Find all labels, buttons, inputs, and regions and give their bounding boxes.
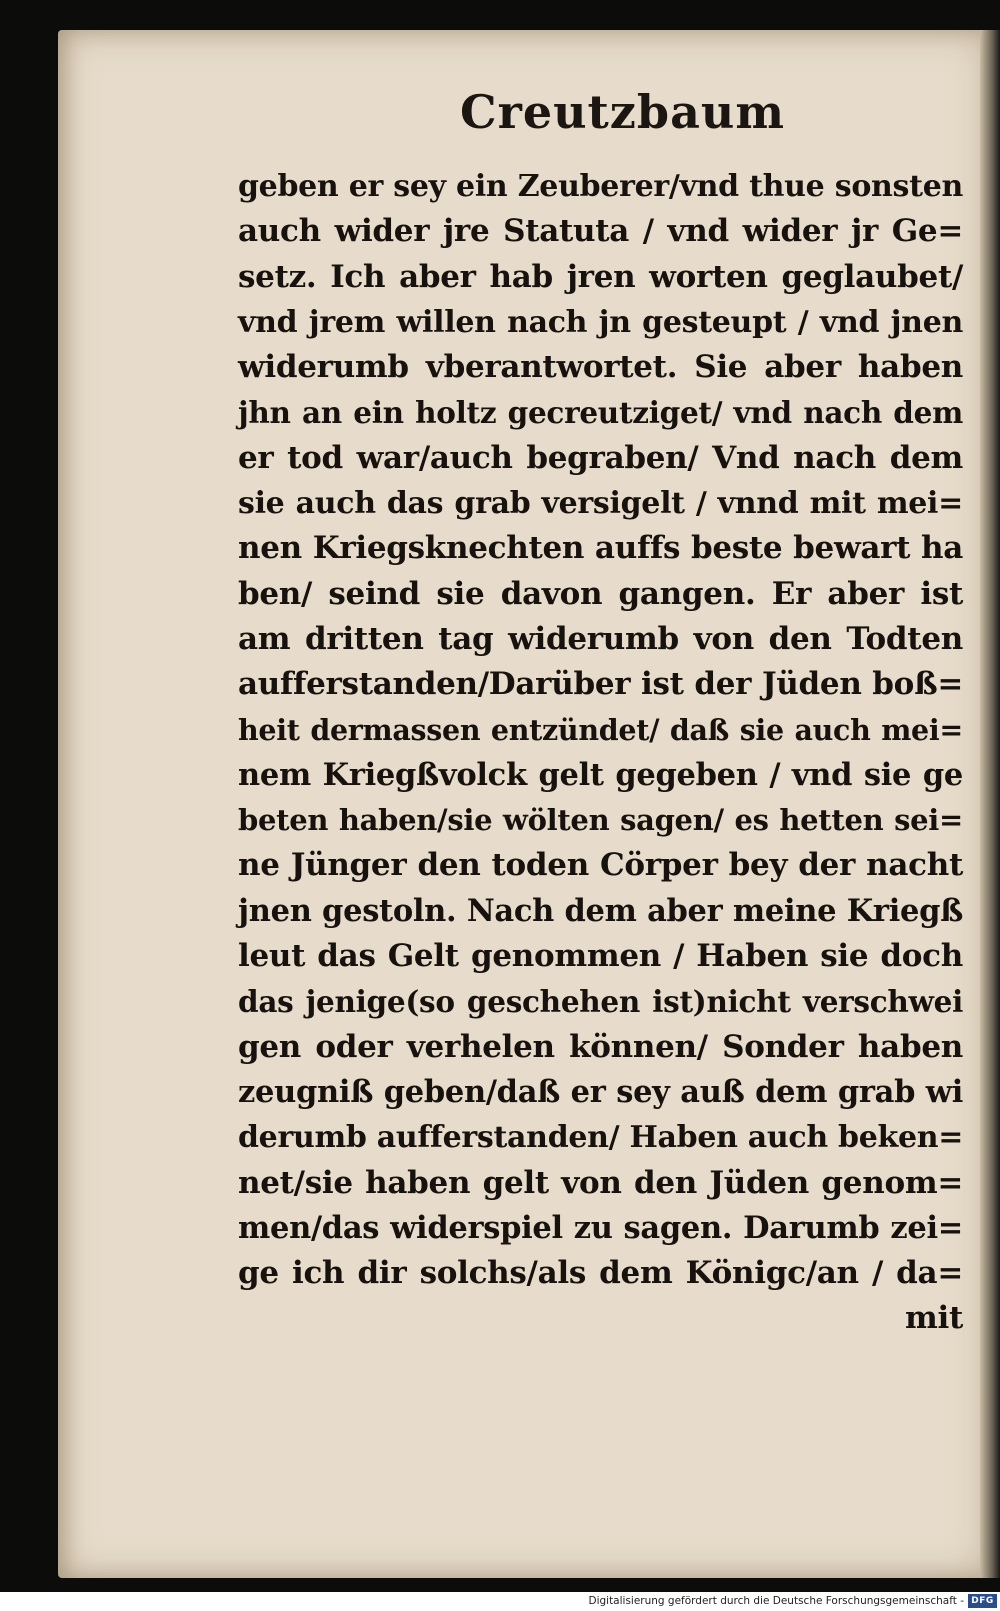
text-line-21: zeugniß geben/daß er sey auß dem grab wi <box>238 1073 963 1110</box>
text-line-4: vnd jrem willen nach jn gesteupt / vnd jnen <box>238 304 963 340</box>
text-line-19: das jenige(so geschehen ist)nicht verschwei <box>238 984 963 1020</box>
page-edge <box>980 30 1000 1578</box>
text-line-2: auch wider jre Statuta / vnd wider jr Ge= <box>238 213 963 250</box>
text-line-22: derumb aufferstanden/ Haben auch beken= <box>238 1120 964 1156</box>
text-line-20: gen oder verhelen können/ Sonder haben <box>238 1028 963 1065</box>
running-head: Creutzbaum <box>460 85 786 139</box>
text-line-13: heit dermassen entzündet/ daß sie auch mei= <box>238 712 963 747</box>
text-line-11: am dritten tag widerumb von den Todten <box>238 620 963 657</box>
text-line-12: aufferstanden/Darüber ist der Jüden boß= <box>238 666 963 703</box>
text-line-6: jhn an ein holtz gecreutziget/ vnd nach dem <box>238 395 963 431</box>
text-line-7: er tod war/auch begraben/ Vnd nach dem <box>238 439 963 476</box>
dfg-logo-icon: DFG <box>968 1594 997 1608</box>
text-line-25: ge ich dir solchs/als dem Königc/an / da= <box>238 1255 963 1292</box>
text-line-1: geben er sey ein Zeuberer/vnd thue sonsten <box>238 169 963 204</box>
text-line-9: nen Kriegsknechten auffs beste bewart ha <box>238 530 963 567</box>
text-line-5: widerumb vberantwortet. Sie aber haben <box>238 349 963 386</box>
catchword: mit <box>905 1300 963 1337</box>
text-line-14: nem Kriegßvolck gelt gegeben / vnd sie ge <box>238 756 963 793</box>
text-line-16: ne Jünger den toden Cörper bey der nacht <box>238 847 963 884</box>
text-block <box>238 164 963 1342</box>
text-line-8: sie auch das grab versigelt / vnnd mit mei= <box>238 486 963 522</box>
text-line-3: setz. Ich aber hab jren worten geglaubet/ <box>238 258 963 295</box>
funding-note: Digitalisierung gefördert durch die Deutsche Forschungsgemeinschaft - <box>588 1595 964 1607</box>
text-line-15: beten haben/sie wölten sagen/ es hetten sei= <box>238 803 963 838</box>
text-line-24: men/das widerspiel zu sagen. Darumb zei= <box>238 1209 963 1246</box>
text-line-18: leut das Gelt genommen / Haben sie doch <box>238 938 963 975</box>
text-line-10: ben/ seind sie davon gangen. Er aber ist <box>238 575 963 612</box>
text-line-23: net/sie haben gelt von den Jüden genom= <box>238 1164 963 1201</box>
text-line-17: jnen gestoln. Nach dem aber meine Kriegß <box>238 892 963 929</box>
